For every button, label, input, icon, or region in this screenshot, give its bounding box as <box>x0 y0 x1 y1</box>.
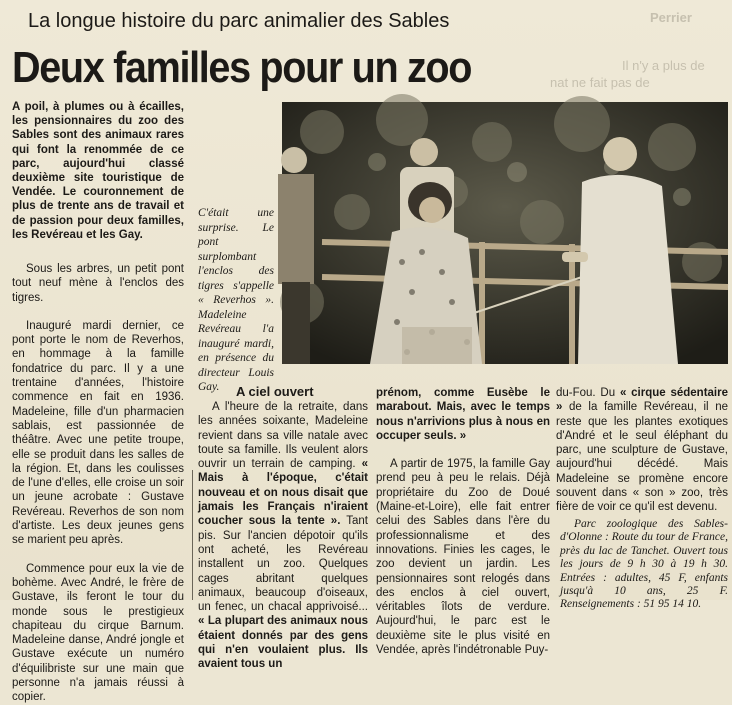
article-photo <box>282 102 728 364</box>
col2-quote-2: « La plupart des animaux nous étaient donnés par des gens qui n'en voulaient plus. Ils avaient tous un <box>198 615 368 671</box>
col2-paragraph <box>198 400 368 672</box>
photo-caption: C'était une surprise. Le pont surplombant l'enclos des tigres s'appelle « Reverhos ». Madeleine Revéreau l'a inauguré mardi, en présence du directeur Louis Gay. <box>198 207 274 393</box>
practical-info-text: Parc zoologique des Sables-d'Olonne : Route du tour de France, près du lac de Tanchet. Ouvert tous les jours de 9 h 30 à 19 h 30. Entrées : adultes, 45 F, enfants jusqu'à 10 ans, 25 F. Renseignements : 51 95 14 10. <box>560 518 728 611</box>
column-4 <box>556 386 728 515</box>
column-3 <box>376 386 550 657</box>
bleed-line-1: Perrier <box>650 10 692 25</box>
col4-paragraph <box>556 386 728 515</box>
bleed-line-3: nat ne fait pas de <box>550 75 650 90</box>
col3-paragraph: A partir de 1975, la famille Gay prend peu à peu le relais. Déjà propriétaire du Zoo de Doué (Maine-et-Loire), elle fait entrer celui des Sables dans l'ère du professionnalisme et des innovations. Finies les cages, le zoo devient un jardin. Les pensionnaires sont relogés dans des enclos à ciel ouvert, véritables îlots de verdure. Aujourd'hui, le parc est le deuxième site le plus visité en Vendée, après l'indétronable Puy- <box>376 458 550 657</box>
column-divider <box>192 470 193 600</box>
bleed-through-text <box>542 0 732 95</box>
photo-inauguration-illustration <box>282 102 728 364</box>
col4-bold: « cirque sédentaire » <box>556 387 728 414</box>
col2-quote-1: « Mais à l'époque, c'était nouveau et on nous disait que jamais les Français n'iraient coucher sous la tente ». <box>198 458 368 528</box>
article-subhead: A ciel ouvert <box>236 384 314 399</box>
col2-text-2: Tant pis. Sur l'ancien dépotoir qu'ils ont acheté, les Revéreau installent un zoo. Quelques cages abritant quelques animaux, beaucoup d'oiseaux, un fenec, un chacal apprivoisé... <box>198 515 368 614</box>
col1-paragraph-3: Commence pour eux la vie de bohème. Avec André, le frère de Gustave, ils feront le tour du monde sous le prestigieux chapiteau du cirque Barnum. Madeleine danse, André jongle et Gustave exécute un numéro d'équilibriste sur une main que personne n'a jamais réussi à copier. <box>12 562 184 704</box>
article-kicker: La longue histoire du parc animalier des Sables <box>28 10 450 32</box>
column-1 <box>12 262 184 705</box>
col3-continuation: prénom, comme Eusèbe le marabout. Mais, avec le temps nous n'arrivions plus à nous en occuper seuls. » <box>376 387 550 442</box>
col2-text-1: A l'heure de la retraite, dans les années soixante, Madeleine revient dans sa ville natale avec toute sa famille. Ils veulent alors ouvrir un terrain de camping. <box>198 401 368 471</box>
col1-paragraph-2: Inauguré mardi dernier, ce pont porte le nom de Reverhos, en hommage à la famille fondatrice du parc. Il y a une trentaine d'années, l'histoire commence en fait en 1936. Madeleine, fille d'un pharmacien sablais, est passionnée de théâtre. Avec une petite troupe, elle se produit dans les salles de la région. Et, dans les coulisses de l'une d'elles, elle croise un soir un jeune acrobate : Gustave Revéreau. Reverhos de son nom d'artiste. Les deux jeunes gens se marient peu après. <box>12 319 184 547</box>
column-2 <box>198 400 368 672</box>
col4-text-2: de la famille Revéreau, il ne reste que les plantes exotiques d'André et le seul éléphant du parc, une sculpture de Gustave, aujourd'hui décédé. Mais Madeleine se promène encore souvent dans « son » zoo, très fière de voir ce qu'il est devenu. <box>556 401 728 514</box>
col1-paragraph-1: Sous les arbres, un petit pont tout neuf mène à l'enclos des tigres. <box>12 263 184 304</box>
col4-text-1: du-Fou. Du <box>556 387 616 399</box>
article-lede: A poil, à plumes ou à écailles, les pensionnaires du zoo des Sables sont des animaux rares qui font la renommée de ce parc, aujourd'hui classé deuxième site touristique de Vendée. Le couronnement de plus de trente ans de travail et de passion pour deux familles, les Revéreau et les Gay. <box>12 101 184 241</box>
bleed-line-2: Il n'y a plus de <box>622 58 705 73</box>
article-headline: Deux familles pour un zoo <box>12 43 472 92</box>
practical-info-box <box>560 518 728 612</box>
